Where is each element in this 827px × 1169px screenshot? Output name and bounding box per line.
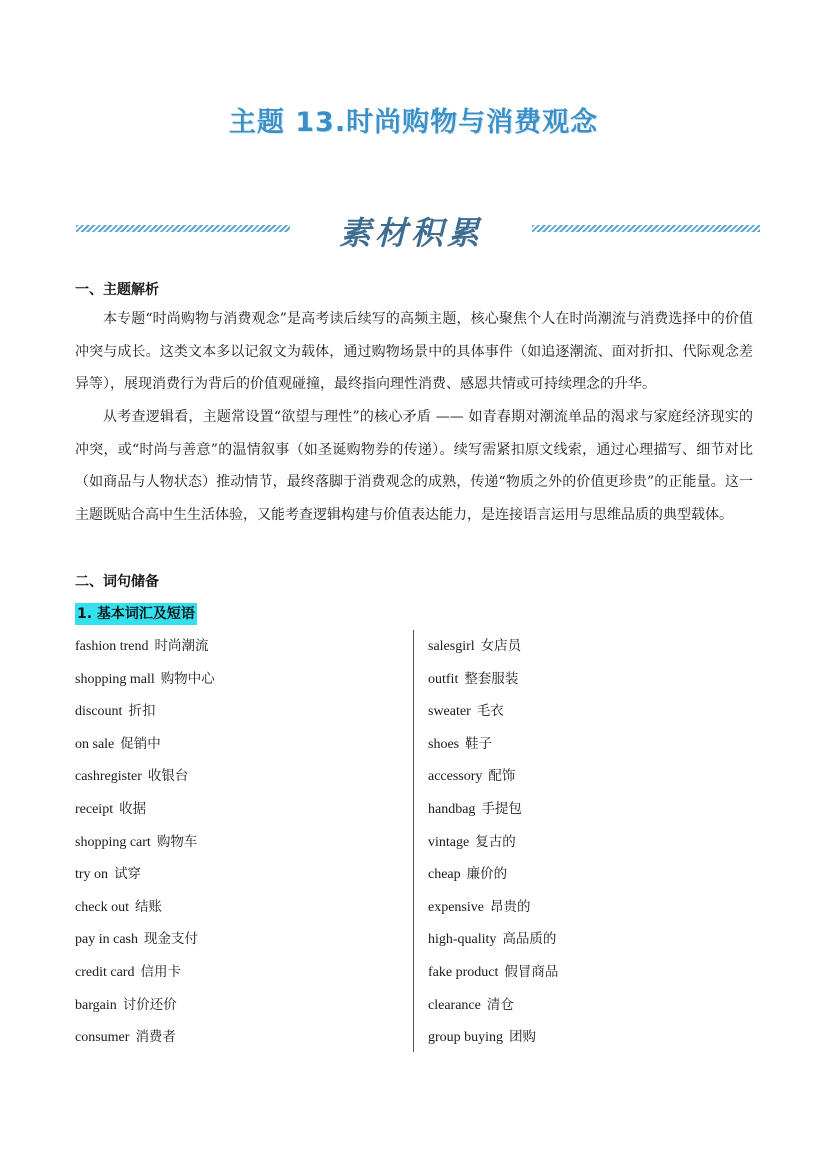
vocab-item <box>428 663 748 696</box>
vocab-item <box>75 695 395 728</box>
vocab-english: credit card <box>75 964 135 980</box>
vocab-chinese: 配饰 <box>488 768 516 785</box>
vocab-item <box>428 695 748 728</box>
vocab-english: fake product <box>428 964 499 980</box>
vocab-chinese: 现金支付 <box>143 931 198 948</box>
vocab-chinese: 毛衣 <box>476 703 504 720</box>
vocab-chinese: 试穿 <box>114 866 142 883</box>
vocab-item <box>75 989 395 1022</box>
vocab-item <box>75 956 395 989</box>
vocab-english: shopping cart <box>75 834 151 850</box>
vocab-english: on sale <box>75 736 115 752</box>
vocab-item <box>428 760 748 793</box>
paragraph-1: 本专题“时尚购物与消费观念”是高考读后续写的高频主题，核心聚焦个人在时尚潮流与消费选择中的价值冲突与成长。这类文本多以记叙文为载体，通过购物场景中的具体事件（如追逐潮流、面对折扣、代际观念差异等），展现消费行为背后的价值观碰撞，最终指向理性消费、感恩共情或可持续理念的升华。 <box>75 311 753 392</box>
banner-stripe-right <box>532 225 760 232</box>
vocab-english: expensive <box>428 899 484 915</box>
vocab-english: check out <box>75 899 130 915</box>
vocab-chinese: 购物车 <box>156 833 198 850</box>
subheading-basic-vocabulary: 1. 基本词汇及短语 <box>75 603 197 625</box>
banner-title: 素材积累 <box>338 214 483 252</box>
paragraph-2: 从考查逻辑看，主题常设置“欲望与理性”的核心矛盾 —— 如青春期对潮流单品的渴求与家庭经济现实的冲突，或“时尚与善意”的温情叙事（如圣诞购物券的传递）。续写需紧扣原文线索，通过心理描写、细节对比（如商品与人物状态）推动情节，最终落脚于消费观念的成熟，传递“物质之外的价值更珍贵”的正能量。这一主题既贴合高中生生活体验，又能考查逻辑构建与价值表达能力，是连接语言运用与思维品质的典型载体。 <box>75 409 753 523</box>
vocab-english: handbag <box>428 801 476 817</box>
vocab-chinese: 高品质的 <box>502 931 557 948</box>
vocab-english: consumer <box>75 1030 130 1046</box>
vocab-item <box>75 760 395 793</box>
vocab-item <box>428 728 748 761</box>
vocab-chinese: 时尚潮流 <box>154 638 209 654</box>
vocab-english: salesgirl <box>428 639 475 654</box>
vocab-english: cashregister <box>75 769 142 785</box>
vocab-english: clearance <box>428 997 481 1013</box>
vocab-item <box>428 923 748 956</box>
vocab-item <box>75 1021 395 1054</box>
vocab-english: high-quality <box>428 932 497 948</box>
vocab-chinese: 昂贵的 <box>489 898 531 915</box>
vocab-item <box>75 793 395 826</box>
vocab-chinese: 促销中 <box>120 735 161 752</box>
vocab-item <box>75 663 395 696</box>
vocab-item <box>75 858 395 891</box>
vocab-chinese: 购物中心 <box>160 670 215 687</box>
vocab-item <box>428 793 748 826</box>
vocab-item <box>428 1021 748 1054</box>
document-title: 主题 13.时尚购物与消费观念 <box>228 107 599 138</box>
vocab-chinese: 手提包 <box>481 800 522 817</box>
vocab-chinese: 鞋子 <box>465 735 493 752</box>
vocab-english: receipt <box>75 801 114 817</box>
vocab-english: cheap <box>428 867 461 883</box>
vocab-item <box>75 923 395 956</box>
vocab-english: shoes <box>428 736 460 752</box>
vocab-chinese: 清仓 <box>486 996 514 1013</box>
column-divider <box>413 630 414 1052</box>
vocab-chinese: 讨价还价 <box>122 996 177 1013</box>
vocab-list-right <box>428 630 748 1054</box>
vocab-chinese: 复古的 <box>475 833 516 850</box>
banner-stripe-left <box>76 225 290 232</box>
vocab-item <box>428 891 748 924</box>
vocab-chinese: 信用卡 <box>140 963 181 980</box>
vocab-english: bargain <box>75 997 117 1013</box>
vocab-item <box>428 858 748 891</box>
vocab-chinese: 消费者 <box>135 1029 176 1046</box>
vocab-chinese: 收银台 <box>147 768 189 785</box>
section-heading-theme-analysis: 一、主题解析 <box>75 282 159 298</box>
vocab-chinese: 折扣 <box>128 703 156 720</box>
vocab-english: accessory <box>428 769 483 785</box>
vocab-english: pay in cash <box>75 932 138 948</box>
vocab-item <box>428 826 748 859</box>
vocab-item <box>75 728 395 761</box>
vocab-english: try on <box>75 867 109 883</box>
vocab-english: group buying <box>428 1030 504 1046</box>
vocab-list-left <box>75 630 395 1054</box>
vocab-chinese: 廉价的 <box>466 866 508 883</box>
vocab-chinese: 收据 <box>119 800 147 817</box>
vocab-item <box>428 989 748 1022</box>
vocab-item <box>75 891 395 924</box>
vocab-english: fashion trend <box>75 639 149 654</box>
section-banner <box>76 208 760 258</box>
vocab-item <box>75 630 395 663</box>
vocab-chinese: 女店员 <box>480 638 522 654</box>
vocab-english: sweater <box>428 704 471 720</box>
vocab-item <box>428 630 748 663</box>
vocab-chinese: 团购 <box>509 1029 537 1046</box>
section-heading-vocabulary: 二、词句储备 <box>75 574 159 590</box>
vocab-item <box>428 956 748 989</box>
vocab-english: outfit <box>428 671 459 687</box>
vocab-chinese: 结账 <box>135 898 163 915</box>
vocab-english: discount <box>75 704 123 720</box>
vocab-chinese: 假冒商品 <box>504 963 559 980</box>
vocab-chinese: 整套服装 <box>464 670 519 687</box>
vocab-english: shopping mall <box>75 671 155 687</box>
vocab-item <box>75 826 395 859</box>
vocab-english: vintage <box>428 834 470 850</box>
